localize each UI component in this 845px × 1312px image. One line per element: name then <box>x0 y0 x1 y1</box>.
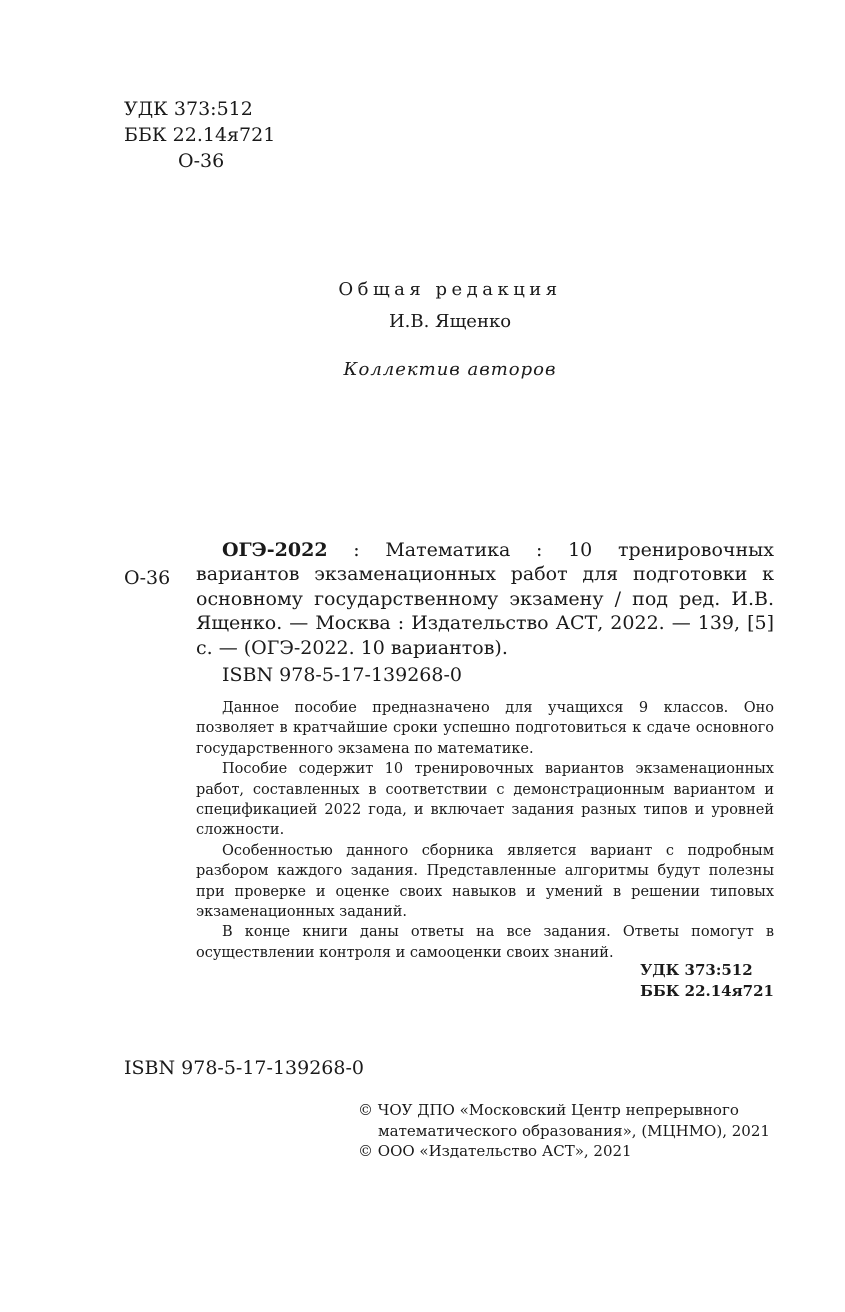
isbn-bottom: ISBN 978-5-17-139268-0 <box>124 1057 364 1079</box>
copyright-line: © ЧОУ ДПО «Московский Центр непрерывного <box>358 1101 739 1119</box>
bbk-code: ББК 22.14я721 <box>124 124 276 146</box>
annotation-paragraph: Данное пособие предназначено для учащихся 9 классов. Оно позволяет в кратчайшие сроки успешно подготовиться к сдаче основного государственного экзамена по математике. <box>196 700 774 757</box>
classification-right <box>640 960 774 1002</box>
annotation-paragraph: Пособие содержит 10 тренировочных вариантов экзаменационных работ, составленных в соответствии с демонстрационным вариантом и спецификацией 2022 года, и включает задания разных типов и уровней сложности. <box>196 761 774 839</box>
copyright-block <box>358 1100 770 1162</box>
editor-name: И.В. Ященко <box>388 311 512 332</box>
biblio-description: : Математика : 10 тренировочных вариантов экзаменационных работ для подготовки к основному государственному экзамену / под ред. И.В. Ященко. — Москва : Издательство АСТ, 2022. — 139, [5] с. — (ОГЭ-2022. 10 вариантов). <box>196 539 774 659</box>
copyright-line: © ООО «Издательство АСТ», 2021 <box>358 1142 632 1161</box>
book-title: ОГЭ-2022 <box>222 539 328 561</box>
udk-code-right: УДК 373:512 <box>640 961 753 979</box>
annotation-paragraph: Особенностью данного сборника является вариант с подробным разбором каждого задания. Представленные алгоритмы будут полезны при проверке и оценке своих навыков и умений в решении типовых экзаменационных заданий. <box>196 842 774 921</box>
authors-label: Коллектив авторов <box>343 359 557 380</box>
copyright-line: математического образования», (МЦНМО), 2021 <box>378 1121 770 1140</box>
author-code: О-36 <box>178 150 225 172</box>
biblio-author-code: О-36 <box>124 567 171 589</box>
bibliographic-description <box>196 538 774 660</box>
editor-label: Общая редакция <box>338 279 562 300</box>
annotation-paragraph: В конце книги даны ответы на все задания. Ответы помогут в осуществлении контроля и самооценки своих знаний. <box>196 924 774 961</box>
bbk-code-right: ББК 22.14я721 <box>640 982 774 1000</box>
classification-block <box>124 96 275 174</box>
udk-code: УДК 373:512 <box>124 98 253 120</box>
annotation <box>196 698 774 963</box>
isbn-main: ISBN 978-5-17-139268-0 <box>222 664 462 686</box>
